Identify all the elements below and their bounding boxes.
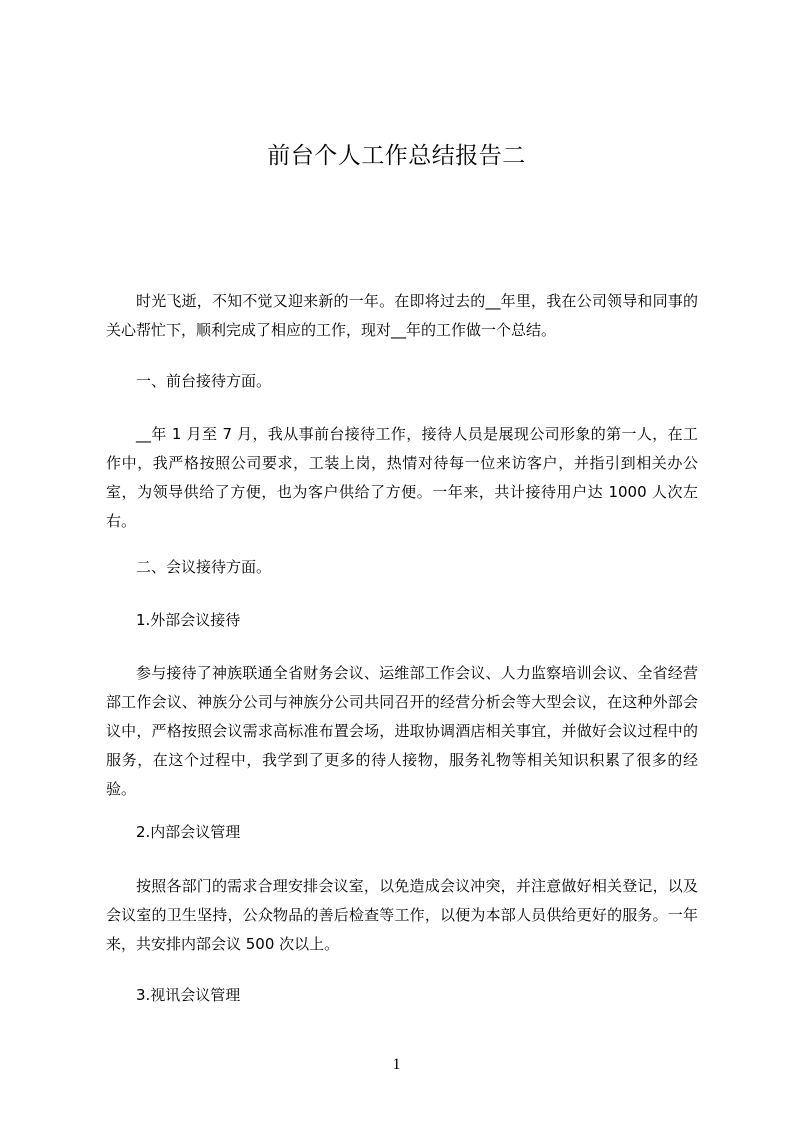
external-meetings-paragraph: 参与接待了神族联通全省财务会议、运维部工作会议、人力监察培训会议、全省经营部工作会议、神族分公司与神族分公司共同召开的经营分析会等大型会议，在这种外部会议中，严格按照会议需求高标准布置会场，进取协调酒店相关事宜，并做好会议过程中的服务，在这个过程中，我学到了更多的待人接物，服务礼物等相关知识积累了很多的经验。 <box>106 664 698 798</box>
page-number: 1 <box>392 1056 401 1073</box>
reception-paragraph: __年 1 月至 7 月，我从事前台接待工作，接待人员是展现公司形象的第一人，在工作中，我严格按照公司要求，工装上岗，热情对待每一位来访客户，并指引到相关办公室，为领导供给了方便，也为客户供给了方便。一年来，共计接待用户达 1000 人次左右。 <box>106 425 698 530</box>
intro-paragraph: 时光飞逝，不知不觉又迎来新的一年。在即将过去的__年里，我在公司领导和同事的关心帮忙下，顺利完成了相应的工作，现对__年的工作做一个总结。 <box>106 292 698 339</box>
subheading-external-meetings: 1.外部会议接待 <box>136 611 241 629</box>
internal-meetings-paragraph: 按照各部门的需求合理安排会议室，以免造成会议冲突，并注意做好相关登记，以及会议室的卫生坚持，公众物品的善后检查等工作，以便为本部人员供给更好的服务。一年来，共安排内部会议 500 次以上。 <box>106 877 698 953</box>
document-title: 前台个人工作总结报告二 <box>267 143 526 169</box>
section-heading-meetings: 二、会议接待方面。 <box>136 558 272 576</box>
subheading-video-meetings: 3.视讯会议管理 <box>136 986 241 1004</box>
subheading-internal-meetings: 2.内部会议管理 <box>136 823 241 841</box>
section-heading-reception: 一、前台接待方面。 <box>136 372 272 390</box>
